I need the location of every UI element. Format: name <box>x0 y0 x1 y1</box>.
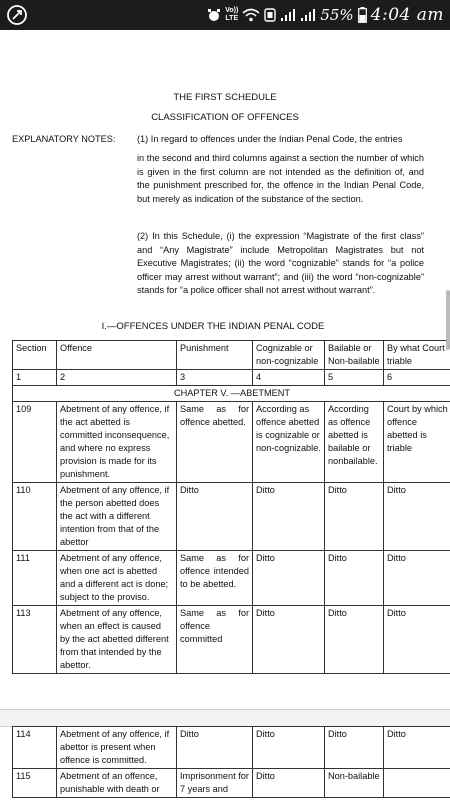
header-court: By what Court triable <box>384 341 450 370</box>
cell-court: Ditto <box>384 606 450 674</box>
cell-offence: Abetment of any offence, when one act is abetted and a different act is done; subject to the proviso. <box>57 551 177 606</box>
table-row <box>13 769 450 798</box>
cell-bailable: Ditto <box>325 727 384 769</box>
cell-punishment: Ditto <box>177 483 253 551</box>
cell-offence: Abetment of any offence, when an effect is caused by the act abetted different from that intended by the abettor. <box>57 606 177 674</box>
table-row <box>13 606 450 674</box>
cell-punishment: Same as for offence intended to be abetted. <box>177 551 253 606</box>
volte-indicator: Vo)) LTE <box>225 7 239 22</box>
battery-icon <box>358 7 367 23</box>
table-row <box>13 483 450 551</box>
cell-offence: Abetment of any offence, if the person abetted does the act with a different intention from that of the abettor <box>57 483 177 551</box>
column-number: 1 <box>13 370 57 386</box>
cell-bailable: Ditto <box>325 483 384 551</box>
cell-bailable: Non-bailable <box>325 769 384 798</box>
cell-section: 111 <box>13 551 57 606</box>
explanatory-notes-label: EXPLANATORY NOTES: <box>12 134 116 144</box>
cell-section: 113 <box>13 606 57 674</box>
schedule-table-continued <box>12 726 450 798</box>
column-number: 4 <box>253 370 325 386</box>
chapter-row <box>13 386 450 402</box>
note-2-body: (2) In this Schedule, (i) the expression “Magistrate of the first class” and “Any Magistrate” include Metropolitan Magistrates but not Executive Magistrates; (ii) the word “cognizable” stands for “a police officer may arrest without warrant”; and (iii) the word “non-cognizable” stands for “a police officer shall not arrest without warrant”. <box>137 231 424 295</box>
cell-offence: Abetment of an offence, punishable with death or <box>57 769 177 798</box>
wifi-icon <box>242 8 260 22</box>
signal-icon-1 <box>280 8 296 22</box>
table-row <box>13 402 450 483</box>
page-break <box>0 709 450 727</box>
signal-icon-2 <box>300 8 316 22</box>
schedule-table <box>12 340 450 674</box>
data-saver-icon <box>264 8 276 22</box>
cell-punishment: Imprisonment for 7 years and <box>177 769 253 798</box>
document-view[interactable] <box>0 30 450 800</box>
column-number: 5 <box>325 370 384 386</box>
cell-punishment: Ditto <box>177 727 253 769</box>
app-notification-icon <box>6 4 28 26</box>
part-title: I.—OFFENCES UNDER THE INDIAN PENAL CODE <box>101 321 325 332</box>
cell-punishment: Same as for offence abetted. <box>177 402 253 483</box>
alarm-icon <box>207 8 221 22</box>
clock: 4:04 am <box>370 5 444 25</box>
cell-cognizable: Ditto <box>253 483 325 551</box>
scrollbar-thumb[interactable] <box>446 290 450 350</box>
cell-cognizable: Ditto <box>253 727 325 769</box>
cell-cognizable: Ditto <box>253 769 325 798</box>
column-number: 2 <box>57 370 177 386</box>
cell-section: 110 <box>13 483 57 551</box>
header-bailable: Bailable or Non-bailable <box>325 341 384 370</box>
cell-offence: Abetment of any offence, if abettor is present when offence is committed. <box>57 727 177 769</box>
classification-title: CLASSIFICATION OF OFFENCES <box>151 112 299 123</box>
cell-section: 109 <box>13 402 57 483</box>
cell-court: Court by which offence abetted is triable <box>384 402 450 483</box>
cell-court: Ditto <box>384 727 450 769</box>
cell-court: Ditto <box>384 483 450 551</box>
cell-bailable: According as offence abetted is bailable or nonbailable. <box>325 402 384 483</box>
header-punishment: Punishment <box>177 341 253 370</box>
header-offence: Offence <box>57 341 177 370</box>
column-number: 6 <box>384 370 450 386</box>
table-row <box>13 551 450 606</box>
schedule-title: THE FIRST SCHEDULE <box>173 92 277 103</box>
cell-punishment: Same as for offence committed <box>177 606 253 674</box>
chapter-heading: CHAPTER V. —ABETMENT <box>13 386 450 402</box>
cell-section: 114 <box>13 727 57 769</box>
cell-offence: Abetment of any offence, if the act abetted is committed inconsequence, and where no express provision is made for its punishment. <box>57 402 177 483</box>
column-number: 3 <box>177 370 253 386</box>
cell-bailable: Ditto <box>325 606 384 674</box>
column-number-row <box>13 370 450 386</box>
cell-cognizable: Ditto <box>253 606 325 674</box>
note-1-first-line: (1) In regard to offences under the Indian Penal Code, the entries <box>137 134 403 144</box>
status-bar <box>0 0 450 30</box>
header-cognizable: Cognizable or non-cognizable <box>253 341 325 370</box>
cell-section: 115 <box>13 769 57 798</box>
cell-cognizable: According as offence abetted is cognizable or non-cognizable. <box>253 402 325 483</box>
header-section: Section <box>13 341 57 370</box>
note-1-body: in the second and third columns against a section the number of which is given in the first column are not intended as the definition of, and the punishment prescribed for, the offence in the Indian Penal Code, but merely as indication of the substance of the section. <box>137 153 424 204</box>
table-header-row <box>13 341 450 370</box>
cell-court <box>384 769 450 798</box>
table-row <box>13 727 450 769</box>
cell-court: Ditto <box>384 551 450 606</box>
battery-percent: 55% <box>320 6 354 24</box>
cell-cognizable: Ditto <box>253 551 325 606</box>
cell-bailable: Ditto <box>325 551 384 606</box>
